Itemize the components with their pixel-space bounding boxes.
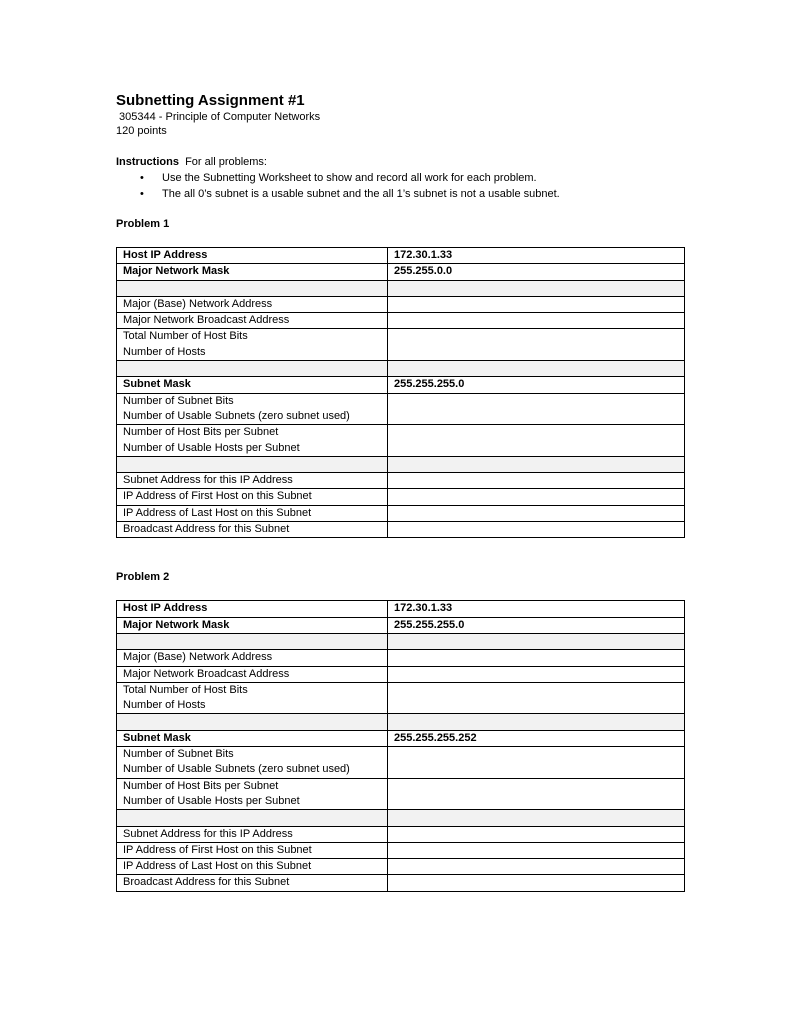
separator-row (117, 714, 685, 730)
broadcast-address-label: Major Network Broadcast Address (117, 666, 388, 682)
host-ip-value: 172.30.1.33 (388, 601, 685, 617)
subnet-mask-label: Subnet Mask (117, 377, 388, 393)
last-host-label: IP Address of Last Host on this Subnet (117, 859, 388, 875)
table-row (117, 393, 685, 425)
major-mask-label: Major Network Mask (117, 617, 388, 633)
hosts-per-subnet-label: Number of Host Bits per Subnet Number of Usable Hosts per Subnet (117, 778, 388, 810)
instructions-list (116, 171, 682, 201)
instructions (116, 155, 682, 201)
table-row (117, 730, 685, 746)
broadcast-address-answer[interactable] (388, 313, 685, 329)
major-mask-value: 255.255.0.0 (388, 264, 685, 280)
points-line: 120 points (116, 125, 167, 137)
subnet-broadcast-answer[interactable] (388, 875, 685, 891)
subnet-address-label: Subnet Address for this IP Address (117, 473, 388, 489)
subnet-bits-answer[interactable] (388, 393, 685, 425)
table-row (117, 329, 685, 361)
subnet-mask-value: 255.255.255.0 (388, 377, 685, 393)
broadcast-address-answer[interactable] (388, 666, 685, 682)
table-row (117, 601, 685, 617)
separator-row (117, 280, 685, 296)
major-mask-label: Major Network Mask (117, 264, 388, 280)
host-bits-label: Total Number of Host Bits Number of Hosts (117, 329, 388, 361)
subnet-mask-label: Subnet Mask (117, 730, 388, 746)
base-address-label: Major (Base) Network Address (117, 650, 388, 666)
broadcast-address-label: Major Network Broadcast Address (117, 313, 388, 329)
hosts-per-subnet-answer[interactable] (388, 425, 685, 457)
list-item: • The all 0’s subnet is a usable subnet and the all 1’s subnet is not a usable subnet. (140, 188, 560, 200)
base-address-answer[interactable] (388, 650, 685, 666)
subnet-address-answer[interactable] (388, 826, 685, 842)
subnet-bits-answer[interactable] (388, 747, 685, 779)
table-row (117, 264, 685, 280)
hosts-per-subnet-label: Number of Host Bits per Subnet Number of Usable Hosts per Subnet (117, 425, 388, 457)
subnet-broadcast-label: Broadcast Address for this Subnet (117, 522, 388, 538)
bullet-icon: • (140, 172, 144, 184)
separator-row (117, 810, 685, 826)
separator-row (117, 456, 685, 472)
subnet-broadcast-answer[interactable] (388, 522, 685, 538)
table-row (117, 473, 685, 489)
separator-row (117, 633, 685, 649)
subnet-mask-value: 255.255.255.252 (388, 730, 685, 746)
subnet-bits-label: Number of Subnet Bits Number of Usable Subnets (zero subnet used) (117, 393, 388, 425)
problem-2-table (116, 600, 685, 891)
table-row (117, 778, 685, 810)
problem-1-title: Problem 1 (116, 218, 170, 230)
document-page (116, 92, 682, 892)
first-host-label: IP Address of First Host on this Subnet (117, 842, 388, 858)
first-host-answer[interactable] (388, 489, 685, 505)
instructions-text: For all problems: (185, 156, 267, 168)
table-row (117, 859, 685, 875)
course-line: 305344 - Principle of Computer Networks (119, 111, 321, 123)
table-row (117, 425, 685, 457)
problem-1-table (116, 247, 685, 538)
host-bits-label: Total Number of Host Bits Number of Hosts (117, 682, 388, 714)
table-row (117, 489, 685, 505)
host-ip-label: Host IP Address (117, 601, 388, 617)
subnet-bits-label: Number of Subnet Bits Number of Usable Subnets (zero subnet used) (117, 747, 388, 779)
first-host-label: IP Address of First Host on this Subnet (117, 489, 388, 505)
table-row (117, 826, 685, 842)
hosts-per-subnet-answer[interactable] (388, 778, 685, 810)
host-bits-answer[interactable] (388, 682, 685, 714)
table-row (117, 296, 685, 312)
major-mask-value: 255.255.255.0 (388, 617, 685, 633)
base-address-label: Major (Base) Network Address (117, 296, 388, 312)
last-host-answer[interactable] (388, 859, 685, 875)
table-row (117, 842, 685, 858)
table-row (117, 875, 685, 891)
table-row (117, 248, 685, 264)
instructions-label: Instructions (116, 156, 179, 168)
table-row (117, 522, 685, 538)
last-host-answer[interactable] (388, 505, 685, 521)
table-row (117, 747, 685, 779)
table-row (117, 682, 685, 714)
problem-2-title: Problem 2 (116, 571, 170, 584)
host-ip-label: Host IP Address (117, 248, 388, 264)
table-row (117, 313, 685, 329)
subnet-broadcast-label: Broadcast Address for this Subnet (117, 875, 388, 891)
table-row (117, 505, 685, 521)
host-ip-value: 172.30.1.33 (388, 248, 685, 264)
subnet-address-answer[interactable] (388, 473, 685, 489)
host-bits-answer[interactable] (388, 329, 685, 361)
bullet-icon: • (140, 188, 144, 200)
subnet-address-label: Subnet Address for this IP Address (117, 826, 388, 842)
table-row (117, 666, 685, 682)
separator-row (117, 361, 685, 377)
last-host-label: IP Address of Last Host on this Subnet (117, 505, 388, 521)
list-item: • Use the Subnetting Worksheet to show and record all work for each problem. (140, 172, 537, 184)
base-address-answer[interactable] (388, 296, 685, 312)
table-row (117, 377, 685, 393)
table-row (117, 617, 685, 633)
table-row (117, 650, 685, 666)
document-title: Subnetting Assignment #1 (116, 92, 305, 109)
first-host-answer[interactable] (388, 842, 685, 858)
